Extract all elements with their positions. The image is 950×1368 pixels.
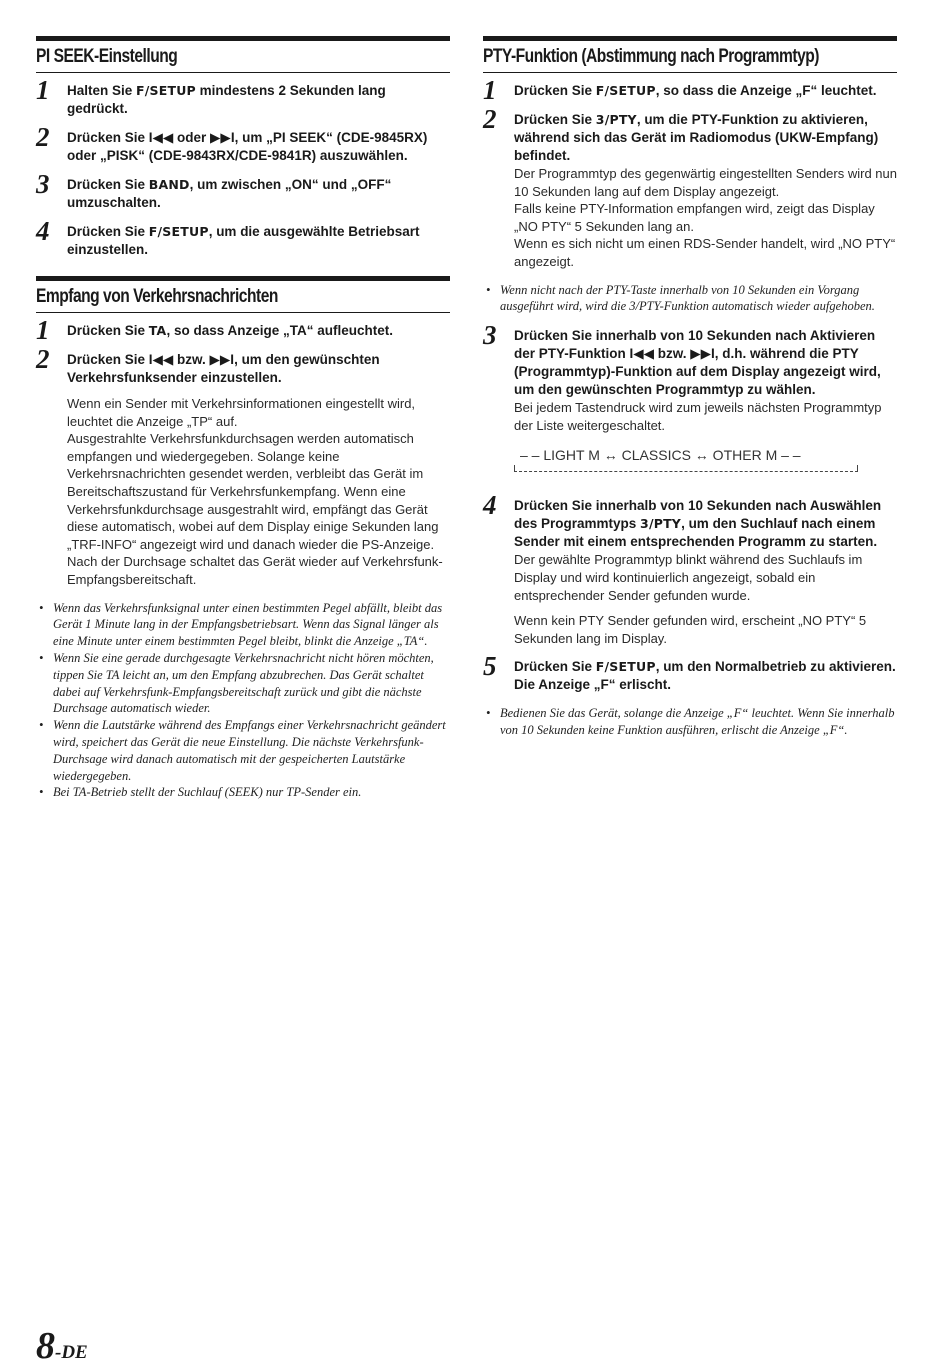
- note-item: • Wenn nicht nach der PTY-Taste innerhalb von 10 Sekunden ein Vorgang ausgeführt wird, wird die 3/PTY-Funktion automatisch wieder aufgehoben.: [486, 282, 875, 314]
- key-label: F/SETUP: [136, 83, 196, 98]
- bullet-icon: •: [39, 718, 44, 733]
- step-instruction: Drücken Sie F/SETUP, um die ausgewählte Betriebsart einzustellen.: [67, 224, 420, 257]
- note-item: • Wenn Sie eine gerade durchgesagte Verkehrsnachricht nicht hören möchten, tippen Sie TA leicht an, um den Empfang abzubrechen. Das Gerät schaltet dabei auf Verkehrsfunk-Empfangsbereitschaft zurück und gibt die nächste Durchsage automatisch wieder.: [39, 650, 434, 716]
- step-description: Nach der Durchsage schaltet das Gerät wieder auf Verkehrsfunk-Empfangsbereitschaft.: [67, 554, 443, 587]
- step-instruction: Drücken Sie I◀◀ oder ▶▶I, um „PI SEEK“ (CDE-9845RX) oder „PISK“ (CDE-9843RX/CDE-9841R) auszuwählen.: [67, 130, 428, 163]
- step-number: 5: [483, 651, 497, 682]
- step-number: 4: [483, 490, 497, 521]
- bullet-icon: •: [486, 706, 491, 721]
- notes-list: [483, 282, 897, 316]
- step-1: [36, 75, 450, 118]
- note-item: • Wenn das Verkehrsfunksignal unter einen bestimmten Pegel abfällt, bleibt das Gerät 1 Minute lang in der Empfangsbetriebsart. Wenn das Signal länger als eine Minute unter einem bestimmten Pegel bleibt, blinkt die Anzeige „TA“.: [39, 600, 443, 649]
- key-label: 3/PTY: [595, 112, 637, 127]
- step-3: [36, 169, 450, 212]
- step-1: [483, 75, 897, 105]
- step-instruction: Drücken Sie F/SETUP, so dass die Anzeige „F“ leuchtet.: [514, 83, 877, 98]
- step-instruction: Drücken Sie 3/PTY, um die PTY-Funktion zu aktivieren, während sich das Gerät im Radiomodus (UKW-Empfang) befindet.: [514, 112, 879, 163]
- step-description: Falls keine PTY-Information empfangen wird, zeigt das Display „NO PTY“ 5 Sekunden lang an.: [514, 201, 875, 234]
- cycle-return-line: [514, 465, 858, 472]
- step-instruction: Drücken Sie F/SETUP, um den Normalbetrieb zu aktivieren.: [514, 659, 896, 675]
- step-instruction: Drücken Sie TA, so dass Anzeige „TA“ aufleuchtet.: [67, 323, 393, 338]
- step-5: [483, 651, 897, 694]
- step-description: Wenn kein PTY Sender gefunden wird, erscheint „NO PTY“ 5 Sekunden lang im Display.: [514, 613, 867, 646]
- step-description: Der Programmtyp des gegenwärtig eingestellten Senders wird nun 10 Sekunden lang auf dem Display angezeigt.: [514, 166, 897, 199]
- bullet-icon: •: [486, 282, 491, 297]
- key-label: F/SETUP: [595, 659, 656, 675]
- step-number: 3: [36, 169, 50, 199]
- step-instruction: Drücken Sie innerhalb von 10 Sekunden nach Auswählen des Programmtyps 3/PTY, um den Suchlauf nach einem Sender mit einem entsprechenden Programm zu starten.: [514, 498, 882, 550]
- step-4: [483, 490, 897, 647]
- step-description: Wenn ein Sender mit Verkehrsinformationen eingestellt wird, leuchtet die Anzeige „TP“ auf.: [67, 396, 416, 429]
- key-label: BAND: [148, 177, 190, 192]
- key-label: TA: [148, 323, 167, 338]
- section-title-traffic: Empfang von Verkehrsnachrichten: [36, 276, 450, 313]
- step-4: [36, 216, 450, 259]
- step-instruction: Die Anzeige „F“ erlischt.: [514, 677, 672, 693]
- notes-list: [36, 600, 450, 802]
- step-number: 3: [483, 320, 497, 351]
- right-column: [483, 36, 897, 751]
- step-instruction: Drücken Sie innerhalb von 10 Sekunden nach Aktivieren der PTY-Funktion I◀◀ bzw. ▶▶I, d.h. während die PTY (Programmtyp)-Funktion auf dem Display angezeigt wird, um den gewünschten Programmtyp zu wählen.: [514, 328, 881, 398]
- step-description: Wenn es sich nicht um einen RDS-Sender handelt, wird „NO PTY“ angezeigt.: [514, 236, 896, 269]
- step-1: [36, 315, 450, 345]
- step-number: 2: [483, 104, 497, 134]
- bullet-icon: •: [39, 785, 44, 800]
- section-title-pi-seek: PI SEEK-Einstellung: [36, 36, 450, 73]
- note-item: • Bei TA-Betrieb stellt der Suchlauf (SEEK) nur TP-Sender ein.: [39, 785, 362, 800]
- key-label: F/SETUP: [595, 83, 656, 98]
- section-title-pty: PTY-Funktion (Abstimmung nach Programmtyp): [483, 36, 897, 73]
- step-description: Bei jedem Tastendruck wird zum jeweils nächsten Programmtyp der Liste weitergeschaltet.: [514, 400, 882, 433]
- step-number: 2: [36, 344, 50, 374]
- step-2: [36, 122, 450, 165]
- step-instruction: Drücken Sie BAND, um zwischen „ON“ und „OFF“ umzuschalten.: [67, 177, 392, 210]
- step-instruction: Halten Sie F/SETUP mindestens 2 Sekunden lang gedrückt.: [67, 83, 386, 116]
- key-label: 3/PTY: [640, 516, 682, 532]
- step-number: 1: [36, 315, 50, 345]
- note-item: • Bedienen Sie das Gerät, solange die Anzeige „F“ leuchtet. Wenn Sie innerhalb von 10 Sekunden keine Funktion ausführen, erlischt die Anzeige „F“.: [486, 706, 895, 738]
- cycle-sequence: – – LIGHT M ↔ CLASSICS ↔ OTHER M – –: [520, 447, 801, 464]
- step-2: [36, 344, 450, 589]
- step-instruction: Drücken Sie I◀◀ bzw. ▶▶I, um den gewünschten Verkehrsfunksender einzustellen.: [67, 352, 380, 385]
- key-label: F/SETUP: [148, 224, 209, 239]
- notes-list: [483, 705, 897, 739]
- left-column: [36, 36, 450, 813]
- step-2: [483, 104, 897, 271]
- step-description: Ausgestrahlte Verkehrsfunkdurchsagen werden automatisch empfangen und wiedergegeben. Solange keine Verkehrsnachrichten gesendet werden, verbleibt das Gerät im Bereitschaftszustand für Verkehrsfunkempfang. Wenn eine Verkehrsfunkdurchsage ausgestrahlt wird, empfängt das Gerät diese automatisch, wobei auf dem Display einige Sekunden lang „TRF-INFO“ angezeigt wird und danach wieder die PS-Anzeige.: [67, 431, 439, 552]
- note-item: • Wenn die Lautstärke während des Empfangs einer Verkehrsnachricht geändert wird, speichert das Gerät die neue Einstellung. Die nächste Verkehrsfunk-Durchsage wird danach automatisch mit der gespeicherten Lautstärke wiedergegeben.: [39, 718, 446, 783]
- pty-cycle-diagram: [514, 445, 856, 489]
- bullet-icon: •: [39, 650, 44, 665]
- step-number: 2: [36, 122, 50, 152]
- step-number: 1: [483, 75, 497, 105]
- step-number: 4: [36, 216, 50, 246]
- page-number: 8-DE: [36, 1325, 88, 1367]
- step-3: [483, 320, 897, 434]
- bullet-icon: •: [39, 600, 44, 615]
- step-description: Der gewählte Programmtyp blinkt während des Suchlaufs im Display und wird kontinuierlich angezeigt, sobald ein entsprechender Sender gefunden wurde.: [514, 552, 863, 603]
- step-number: 1: [36, 75, 50, 105]
